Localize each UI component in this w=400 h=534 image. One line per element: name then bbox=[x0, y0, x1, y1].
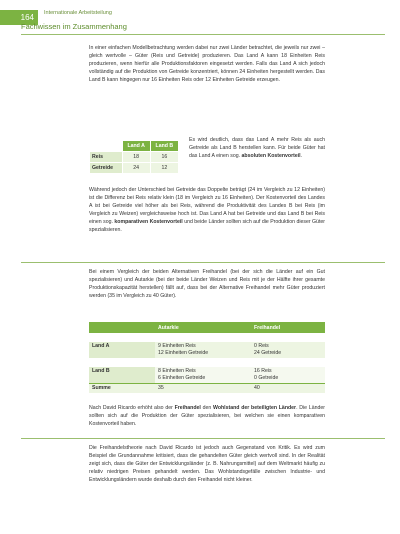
production-table-header bbox=[90, 141, 179, 152]
text-span: . bbox=[300, 153, 303, 160]
cell-value: 16 bbox=[150, 152, 178, 163]
header-cell-land-a: Land A bbox=[122, 141, 150, 152]
text-span: und beide Länder sollten sich auf die Produktion dieser Güter spezialisieren. bbox=[89, 219, 325, 234]
header-cell-land-b: Land B bbox=[150, 141, 178, 152]
cell-line: 16 Reis bbox=[254, 368, 272, 374]
header-cell-autarkie: Autarkie bbox=[155, 322, 251, 333]
cell-line: 9 Einheiten Reis bbox=[158, 343, 196, 349]
cell-freihandel bbox=[251, 367, 325, 384]
cell-line: 24 Getreide bbox=[254, 350, 282, 356]
row-label: Land A bbox=[89, 342, 155, 358]
cell-line: 0 Reis bbox=[254, 343, 269, 349]
autarky-freetrade-table bbox=[89, 322, 325, 393]
cell-value: 12 bbox=[150, 163, 178, 174]
table-row bbox=[89, 342, 325, 358]
term-wohlstand: Wohlstand der beteiligten Länder bbox=[213, 405, 297, 411]
section-rule bbox=[21, 438, 385, 439]
paragraph-ricardo-conclusion bbox=[89, 404, 325, 428]
text-span: Nach David Ricardo erhöht also der bbox=[89, 405, 173, 411]
page-number: 164 bbox=[0, 10, 38, 25]
text-span: Es wird deutlich, dass das Land A mehr Reis als auch Getreide als Land B herstellen kann. Für beide Güter hat das Land A einen sog. bbox=[189, 137, 325, 160]
cell-autarkie: 35 bbox=[155, 384, 251, 394]
table-row-sum bbox=[89, 384, 325, 394]
header-cell-freihandel: Freihandel bbox=[251, 322, 325, 333]
term-absolute-advantage: absoluten Kostenvorteil bbox=[241, 153, 301, 160]
paragraph-comparative-advantage bbox=[89, 186, 325, 235]
table-row bbox=[90, 152, 179, 163]
header-cell-empty bbox=[90, 141, 123, 152]
cell-line: 6 Einheiten Getreide bbox=[158, 375, 206, 381]
paragraph-model-intro: In einer einfachen Modellbetrachtung werden dabei nur zwei Länder betrachtet, die jeweils nur zwei – gleich wertvolle – Güter (Reis und Getreide) produzieren. Das Land A kann 18 Einheiten Reis produzieren, wenn hierfür alle Produktionsfaktoren eingesetzt werden. Falls das Land A sich jedoch vollständig auf die Produktion von Getreide konzentriert, können 24 Einheiten hergestellt werden. Das Land B kann hingegen nur 16 Einheiten Reis oder 12 Einheiten Getreide erzeugen. bbox=[89, 45, 325, 84]
text-span: Während jedoch der Unterschied bei Getreide das Doppelte beträgt (24 im Vergleich zu 12 Einheiten) ist die Differenz bei Reis relativ klein (18 im Vergleich zu 16 Einheiten). Der Kostenvorteil des Landes A ist bei Getreide viel höher als bei Reis, während die Produktivität des Landes B bei Reis (im Vergleich zu Weizen) vergleichsweise hoch ist. Das Land A hat bei Getreide und das Land B bei Reis einen sog. bbox=[89, 187, 325, 226]
section-rule bbox=[21, 262, 385, 263]
cell-autarkie bbox=[155, 342, 251, 358]
paragraph-criticism: Die Freihandelstheorie nach David Ricardo ist jedoch auch Gegenstand von Kritik. Es wird zum Beispiel die Grundannahme kritisiert, dass die gehandelten Güter gleich wertvoll sind. In der Realität zeigt sich, dass die Güter der Entwicklungsländer (z. B. Nahrungsmittel) auf dem Weltmarkt häufig zu relativ niedrigen Preisen gehandelt werden. Das Wohlstandsgefälle zwischen Industrie- und Entwicklungsländern wurde deshalb durch den Freihandel nicht kleiner. bbox=[89, 445, 325, 484]
cell-value: 24 bbox=[122, 163, 150, 174]
row-label: Reis bbox=[90, 152, 123, 163]
row-label: Summe bbox=[89, 384, 155, 394]
table-row bbox=[89, 367, 325, 384]
header-rule bbox=[21, 34, 385, 35]
row-label: Getreide bbox=[90, 163, 123, 174]
row-label: Land B bbox=[89, 367, 155, 384]
comparison-table-header bbox=[89, 322, 325, 333]
cell-freihandel: 40 bbox=[251, 384, 325, 394]
cell-freihandel bbox=[251, 342, 325, 358]
spacer-row bbox=[89, 333, 325, 342]
production-table bbox=[89, 140, 179, 174]
cell-line: 0 Getreide bbox=[254, 375, 279, 381]
cell-value: 18 bbox=[122, 152, 150, 163]
section-title: Fachwissen im Zusammenhang bbox=[21, 22, 127, 31]
cell-line: 12 Einheiten Getreide bbox=[158, 350, 209, 356]
cell-line: 8 Einheiten Reis bbox=[158, 368, 196, 374]
header-cell-empty bbox=[89, 322, 155, 333]
spacer-row bbox=[89, 358, 325, 367]
table-row bbox=[90, 163, 179, 174]
paragraph-absolute-advantage bbox=[189, 136, 325, 160]
text-span: . Die Länder sollten sich auf die Produktion der Güter spezialisieren, bei welchen sie einen komparativen Kostenvorteil haben. bbox=[89, 405, 325, 428]
running-head: Internationale Arbeitsteilung bbox=[44, 10, 112, 16]
term-freihandel: Freihandel bbox=[174, 405, 201, 411]
text-span: den bbox=[200, 405, 214, 411]
paragraph-free-trade-comparison: Bei einem Vergleich der beiden Alternativen Freihandel (bei der sich die Länder auf ein Gut spezialisieren) und Autarkie (bei der beide Länder Weizen und Reis mit je der Hälfte ihrer gesamte Produktionskapazität herstellen) fällt auf, dass bei der Alternative Freihandel mehr Güter produziert werden (35 im Vergleich zu 40 Güter). bbox=[89, 269, 325, 300]
cell-autarkie bbox=[155, 367, 251, 384]
term-comparative-advantage: komparativen Kostenvorteil bbox=[114, 219, 183, 226]
